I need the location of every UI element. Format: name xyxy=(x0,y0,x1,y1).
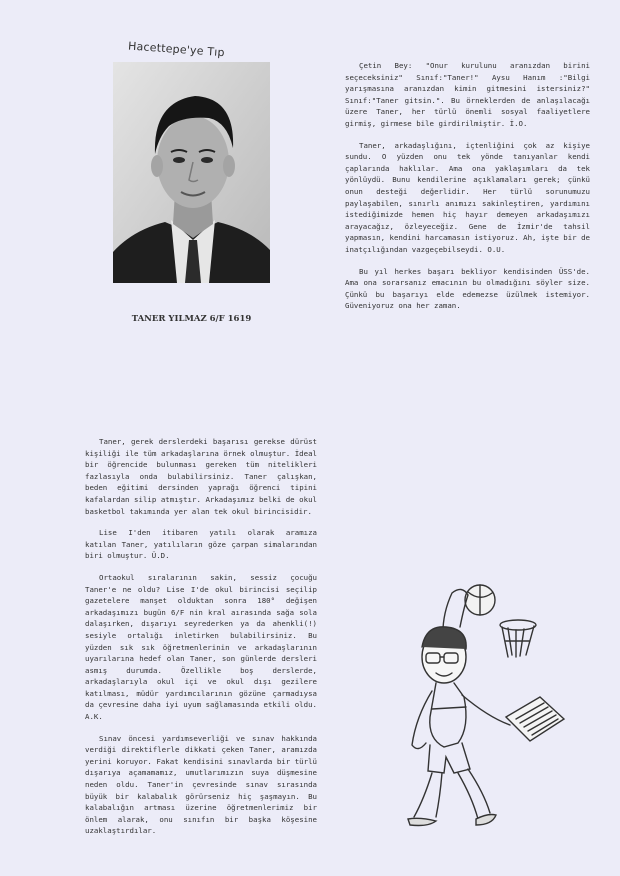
paragraph: Taner, gerek derslerdeki başarısı gerekse dürüst kişiliği ile tüm arkadaşlarına örnek olmuştur. İdeal bir öğrencide bulunması gereken tüm nitelikleri fazlasıyla onda bulabilirsiniz. Taner çalışkan, beden eğitimi dersinden yaprağı öğrenci tipini kafalardan silip atmıştır. Arkadaşımız belki de okul basketbol takımında yer alan tek okul birincisidir. xyxy=(85,437,317,516)
paragraph: Bu yıl herkes başarı bekliyor kendisinden ÜSS'de. Ama ona sorarsanız emacının bu olmadığını söyler size. Çünkü bu başarıyı elde edemezse üzülmek istemiyor. Güveniyoruz ona her zaman. xyxy=(345,266,590,311)
paragraph: Sınav öncesi yardımseverliği ve sınav hakkında verdiği direktiflerle dikkati çeken Taner, aramızda yerini koruyor. Fakat kendisini sınavlarda bir türlü dışarıya açamamamız, umutlarımızın suya düşmesine neden oldu. Taner'in çevresinde sınav sırasında büyük bir kalabalık görürseniz hiç şaşmayın. Bu kalabalığın artması üzerine öğretmenlerimiz bir önlem alarak, onu sınıfın bir başka köşesine uzaklaştırdılar. xyxy=(85,733,317,836)
student-portrait-photo xyxy=(113,62,270,283)
paragraph: Lise I'den itibaren yatılı olarak aramıza katılan Taner, yatılıların göze çarpan simalarından biri olmuştur. Ü.D. xyxy=(85,528,317,561)
handwritten-note: Hacettepe'ye Tıp xyxy=(127,39,226,60)
portrait-illustration xyxy=(113,62,270,283)
paragraph: Ortaokul sıralarının sakin, sessiz çocuğu Taner'e ne oldu? Lise I'de okul birincisi seçilip gazetelere manşet olduktan sonra 180° değişen arkadaşımızı bugün 6/F nin kral aırasında sağa sola dalaşırken, dışarıyı seyrederken ya da ahenkli(!) sesiyle ortalığı inletirken bulabilirsiniz. Bu yüzden sık sık öğretmenlerinin ve arkadaşlarının uyarılarına hedef olan Taner, son günlerde dersleri asmış durumda. Özellikle boş derslerde, arkadaşlarıyla okul içi ve okul dışı gezilere katılması, müdür yardımcılarının gözüne çarmadıysa da çevresine daha iyi uyum sağlamasında etkili oldu. A.K. xyxy=(85,572,317,722)
right-text-column xyxy=(345,60,590,322)
paragraph: Çetin Bey: "Onur kurulunu aranızdan birini seçeceksiniz" Sınıf:"Taner!" Aysu Hanım :"Bilgi yarışmasına aranızdan kimin gitmesini istersiniz?" Sınıf:"Taner gitsin.". Bu örneklerden de anlaşılacağı üzere Taner, her türlü önemli sosyal faaliyetlere girmiş, girmese bile girdirilmiştir. İ.O. xyxy=(345,61,590,128)
photo-caption: TANER YILMAZ 6/F 1619 xyxy=(131,314,252,324)
paragraph: Taner, arkadaşlığını, içtenliğini çok az kişiye sundu. O yüzden onu tek yönde tanıyanlar kendi çaplarında haklılar. Ama ona yaklaşımları da tek yönlüydü. Bunu kendilerine açıklamaları gerek; çünkü onun desteği değerlidir. Her türlü sorunumuzu paylaşabilen, sınırlı anımızı sakinleştiren, yardımını istediğimizde hemen hiç hayır demeyen arkadaşımızı arayacağız, özleyeceğiz. Gene de İzmir'de tahsil yapmasın, kendini harcamasın istiyoruz. Ah, işte bir de inatçılığından vazgeçebilseydi. O.U. xyxy=(345,140,590,254)
basketball-caricature xyxy=(388,567,588,839)
caricature-drawing xyxy=(388,567,588,839)
left-text-column xyxy=(85,436,317,847)
